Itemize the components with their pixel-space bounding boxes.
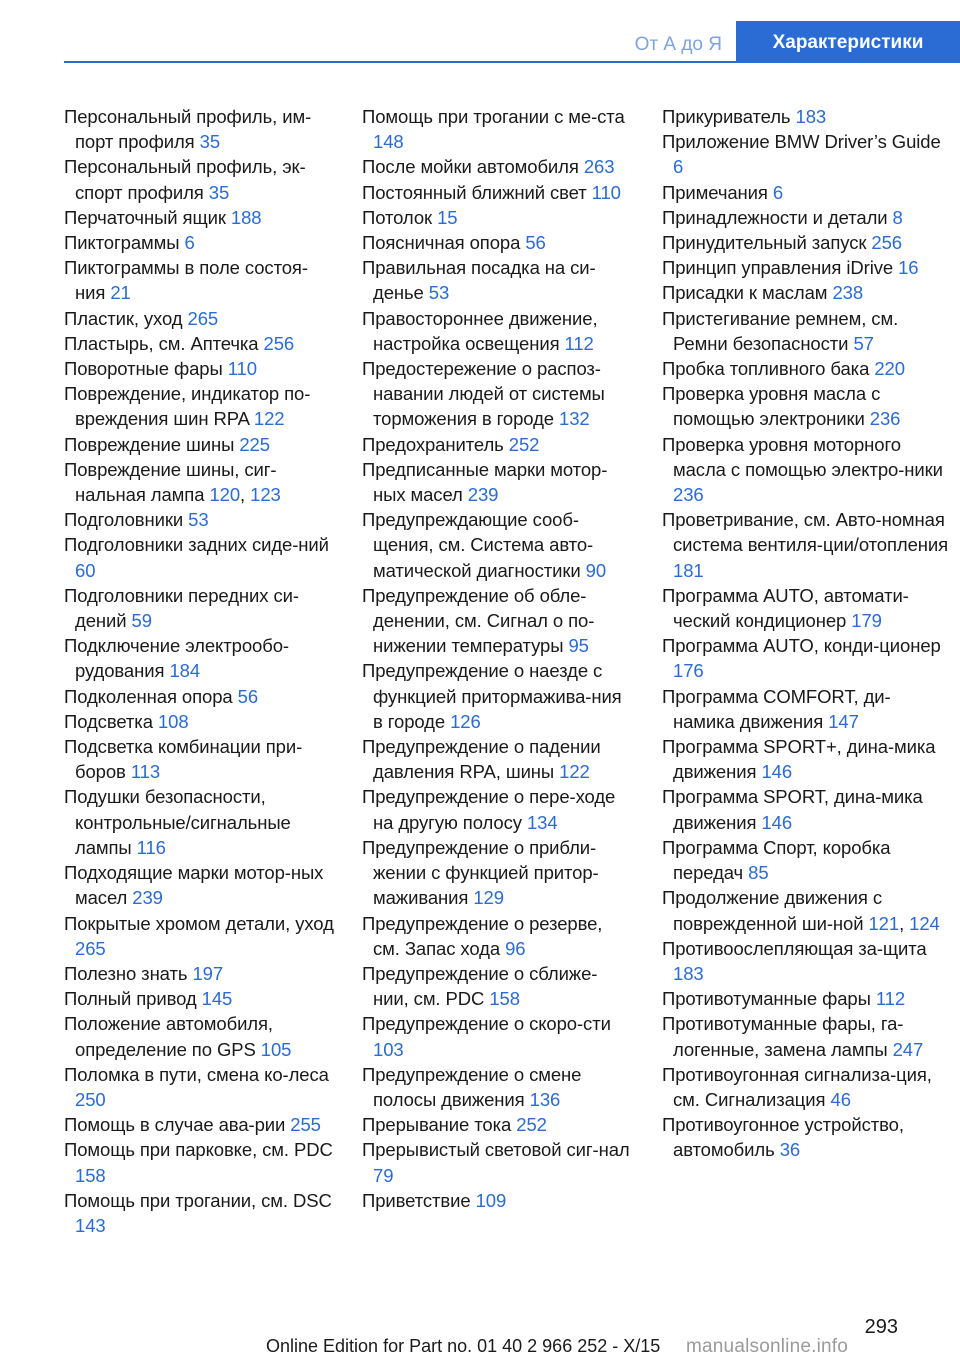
page-link[interactable]: 109 — [475, 1189, 507, 1211]
page-link[interactable]: 35 — [208, 181, 230, 203]
index-entry — [662, 129, 952, 179]
index-entry — [64, 1011, 334, 1061]
page-link[interactable]: 236 — [869, 408, 901, 430]
entry-term: Присадки к маслам — [662, 282, 828, 304]
page-link[interactable]: 56 — [237, 685, 259, 707]
index-entry — [64, 432, 334, 457]
page-link[interactable]: 6 — [772, 181, 784, 203]
index-entry — [362, 1112, 632, 1137]
index-entry — [662, 784, 952, 834]
index-entry — [64, 684, 334, 709]
entry-term: Прерывистый световой сиг-нал — [362, 1139, 630, 1161]
entry-term: Поясничная опора — [362, 232, 521, 254]
index-entry — [64, 104, 334, 154]
page-link[interactable]: 95 — [568, 635, 589, 657]
page-link[interactable]: 6 — [673, 156, 684, 178]
page-link[interactable]: 6 — [184, 232, 195, 254]
page-link[interactable]: 238 — [832, 282, 864, 304]
entry-term: Предупреждение о резерве, см. Запас хода — [362, 912, 603, 959]
page-link[interactable]: 184 — [169, 660, 201, 682]
index-entry — [662, 306, 952, 356]
index-entry — [64, 709, 334, 734]
page-link[interactable]: 265 — [75, 937, 106, 959]
entry-term: Примечания — [662, 181, 768, 203]
entry-term: Предупреждение о прибли-жении с функцией притор-маживания — [362, 836, 599, 909]
page-link[interactable]: 181 — [673, 559, 704, 581]
index-entry — [362, 734, 632, 784]
page-link[interactable]: 57 — [853, 332, 874, 354]
page-link[interactable]: 147 — [828, 710, 859, 732]
section-title-tab: Характеристики — [736, 21, 960, 62]
page-link[interactable]: 110 — [591, 181, 621, 203]
entry-term: Программа Спорт, коробка передач — [662, 836, 891, 884]
index-entry — [362, 1062, 632, 1112]
index-entry — [662, 734, 952, 784]
page-link[interactable]: 143 — [75, 1214, 106, 1236]
entry-term: Потолок — [362, 206, 433, 228]
page-link[interactable]: 112 — [875, 988, 906, 1010]
page-link[interactable]: 122 — [559, 761, 590, 783]
index-entry — [64, 154, 334, 204]
page-link[interactable]: 158 — [75, 1164, 106, 1186]
entry-term: Прерывание тока — [362, 1114, 512, 1136]
index-entry — [64, 532, 334, 582]
entry-term: Положение автомобиля, определение по GPS — [64, 1013, 273, 1060]
entry-term: Правостороннее движение, настройка освещения — [362, 307, 598, 354]
entry-term: Повреждение шины — [64, 433, 235, 455]
entry-term: Подголовники задних сиде-ний — [64, 534, 329, 556]
page-link[interactable]: 225 — [239, 433, 270, 455]
page-link[interactable]: 103 — [373, 1038, 404, 1060]
page-link[interactable]: 247 — [892, 1038, 924, 1060]
page-link[interactable]: 145 — [201, 988, 233, 1010]
page-link[interactable]: 121 — [868, 912, 900, 934]
page-link[interactable]: 252 — [516, 1114, 547, 1136]
page-link[interactable]: 124 — [909, 912, 940, 934]
index-entry — [362, 961, 632, 1011]
index-entry — [362, 507, 632, 583]
index-entry — [362, 432, 632, 457]
index-entry — [362, 306, 632, 356]
page-link[interactable]: 256 — [871, 232, 902, 254]
index-entry — [662, 205, 952, 230]
page-link[interactable]: 108 — [157, 710, 189, 732]
page-link[interactable]: 136 — [529, 1088, 561, 1110]
index-entry — [362, 457, 632, 507]
page-link[interactable]: 46 — [830, 1088, 851, 1110]
page-link[interactable]: 188 — [230, 206, 262, 228]
index-entry — [662, 432, 952, 508]
entry-term: Предупреждение о скоро-сти — [362, 1013, 611, 1035]
page-link[interactable]: 59 — [131, 610, 152, 632]
index-entry — [362, 1137, 632, 1187]
page-link[interactable]: 113 — [130, 761, 161, 783]
entry-term: Программа SPORT, дина-мика движения — [662, 786, 923, 833]
index-entry — [662, 633, 952, 683]
page-link[interactable]: 21 — [110, 282, 131, 304]
index-entry — [662, 104, 952, 129]
index-entry — [362, 784, 632, 834]
page-link[interactable]: 252 — [508, 433, 540, 455]
entry-term: Противоугонное устройство, автомобиль — [662, 1114, 904, 1161]
watermark: manualsonline.info — [686, 1336, 849, 1357]
entry-term: Проветривание, см. Авто-номная система вентиля-ции/отопления — [662, 509, 949, 556]
entry-term: Предостережение о распоз-навании людей от системы торможения в городе — [362, 358, 605, 430]
entry-term: Подсветка комбинации при-боров — [64, 736, 303, 783]
index-entry — [662, 356, 952, 381]
entry-term: Принудительный запуск — [662, 232, 867, 254]
index-entry — [662, 1112, 952, 1162]
page-link[interactable]: 16 — [898, 257, 919, 279]
index-column-2 — [362, 104, 632, 1213]
index-entry — [64, 633, 334, 683]
page-link[interactable]: 36 — [779, 1139, 801, 1161]
entry-term: Противоослепляющая за-щита — [662, 937, 927, 959]
page-link[interactable]: 8 — [892, 206, 903, 228]
entry-term: Помощь в случае ава-рии — [64, 1114, 286, 1136]
index-column-1 — [64, 104, 334, 1238]
entry-term: Подключение электрообо-рудования — [64, 635, 289, 682]
entry-term: Персональный профиль, им-порт профиля — [64, 106, 312, 153]
page-link[interactable]: 129 — [473, 887, 504, 909]
entry-term: Постоянный ближний свет — [362, 181, 587, 203]
page-link[interactable]: 112 — [564, 332, 594, 354]
page-link[interactable]: 105 — [260, 1038, 292, 1060]
page-link[interactable]: 239 — [467, 484, 499, 506]
entry-term: Продолжение движения с поврежденной ши-ной — [662, 887, 882, 934]
entry-term: Поломка в пути, смена ко-леса — [64, 1063, 329, 1085]
index-entry — [662, 180, 952, 205]
index-entry — [662, 255, 952, 280]
index-entry — [64, 1188, 334, 1238]
entry-term: Предупреждение об обле-денении, см. Сигнал о по-нижении температуры — [362, 584, 595, 657]
entry-term: Приложение BMW Driver’s Guide — [662, 131, 941, 153]
page-header — [0, 21, 960, 61]
index-entry — [64, 911, 334, 961]
page-link[interactable]: 158 — [489, 988, 520, 1010]
index-entry — [64, 1112, 334, 1137]
index-entry — [362, 180, 632, 205]
page-link[interactable]: 179 — [851, 610, 882, 632]
index-entry — [64, 306, 334, 331]
page-link[interactable]: 116 — [136, 836, 166, 858]
entry-term: Программа AUTO, конди-ционер — [662, 635, 941, 657]
entry-term: Покрытые хромом детали, уход — [64, 912, 334, 934]
entry-term: Противотуманные фары, га-логенные, замена лампы — [662, 1013, 904, 1060]
entry-term: Поворотные фары — [64, 358, 223, 380]
page-link[interactable]: 239 — [132, 887, 163, 909]
page-link[interactable]: 263 — [583, 156, 615, 178]
page-link[interactable]: 110 — [227, 358, 257, 380]
entry-term: Приветствие — [362, 1189, 471, 1211]
page-link[interactable]: 256 — [263, 332, 295, 354]
entry-term: Прикуриватель — [662, 106, 791, 127]
page-link[interactable]: 255 — [290, 1114, 321, 1136]
index-entry — [362, 835, 632, 911]
entry-term: Предохранитель — [362, 433, 504, 455]
page-link[interactable]: 35 — [199, 131, 221, 153]
index-entry: Продолжение движения с поврежденной ши-ной 121, 124 — [662, 887, 940, 934]
index-entry — [662, 230, 952, 255]
page-link[interactable]: 183 — [795, 106, 827, 127]
page-link[interactable]: 176 — [673, 660, 704, 682]
entry-term: Перчаточный ящик — [64, 206, 226, 228]
index-entry — [64, 784, 334, 860]
index-entry — [64, 255, 334, 305]
page-link[interactable]: 96 — [505, 937, 526, 959]
page-link[interactable]: 197 — [192, 962, 224, 984]
page-link[interactable]: 56 — [525, 232, 546, 254]
page-link[interactable]: 60 — [75, 559, 96, 581]
index-entry — [662, 280, 952, 305]
index-entry — [64, 986, 334, 1011]
index-entry: Повреждение шины, сиг-нальная лампа 120, 123 — [64, 458, 281, 506]
index-entry — [662, 986, 952, 1011]
entry-term: После мойки автомобиля — [362, 156, 579, 178]
index-entry — [362, 205, 632, 230]
entry-term: Противоугонная сигнализа-ция, см. Сигнализация — [662, 1063, 932, 1110]
entry-term: Подколенная опора — [64, 685, 233, 707]
entry-term: Полный привод — [64, 988, 197, 1010]
entry-term: Пластик, уход — [64, 307, 183, 329]
index-entry — [362, 356, 632, 432]
entry-term: Подушки безопасности, контрольные/сигнальные лампы — [64, 786, 291, 858]
index-entry — [662, 936, 952, 986]
entry-term: Подголовники — [64, 509, 184, 531]
index-entry — [64, 205, 334, 230]
index-entry — [64, 331, 334, 356]
index-entry — [64, 734, 334, 784]
entry-term: Пиктограммы в поле состоя-ния — [64, 257, 308, 304]
page-link[interactable]: 90 — [585, 559, 607, 581]
entry-term: Предписанные марки мотор-ных масел — [362, 458, 608, 506]
index-column-3 — [662, 104, 952, 1163]
entry-term: Предупреждение о сближе-нии, см. PDC — [362, 962, 598, 1010]
entry-term: Пластырь, см. Аптечка — [64, 332, 259, 354]
entry-term: Пробка топливного бака — [662, 358, 870, 380]
page-link[interactable]: 15 — [437, 206, 458, 228]
footer-edition: Online Edition for Part no. 01 40 2 966 252 - X/15 — [266, 1336, 661, 1356]
page-link[interactable]: 53 — [188, 509, 209, 531]
index-entry — [362, 104, 632, 154]
page-link[interactable]: 220 — [874, 358, 905, 380]
page-link[interactable]: 85 — [748, 862, 769, 884]
index-entry — [662, 1011, 952, 1061]
index-entry — [64, 230, 334, 255]
entry-term: Подсветка — [64, 710, 153, 732]
page-link[interactable]: 134 — [526, 811, 558, 833]
entry-term: Проверка уровня масла с помощью электроники — [662, 383, 881, 430]
entry-term: Принцип управления iDrive — [662, 257, 894, 279]
entry-term: Помощь при трогании с ме-ста — [362, 106, 625, 127]
entry-term: Повреждение шины, сиг-нальная лампа — [64, 458, 277, 506]
entry-term: Предупреждающие сооб-щения, см. Система авто-матической диагностики — [362, 509, 594, 581]
entry-term: Программа AUTO, автомати-ческий кондиционер — [662, 584, 909, 632]
page-link[interactable]: 146 — [761, 811, 793, 833]
index-entry — [362, 154, 632, 179]
index-entry — [662, 583, 952, 633]
index-entry — [64, 961, 334, 986]
entry-term: Предупреждение о падении давления RPA, шины — [362, 736, 601, 783]
page-link[interactable]: 123 — [250, 484, 281, 506]
index-entry — [662, 507, 952, 583]
index-entry — [662, 684, 952, 734]
entry-term: Подходящие марки мотор-ных масел — [64, 862, 324, 909]
index-entry — [362, 230, 632, 255]
index-entry — [64, 356, 334, 381]
section-az-label: От А до Я — [634, 34, 722, 55]
entry-term: Принадлежности и детали — [662, 206, 888, 228]
entry-term: Правильная посадка на си-денье — [362, 257, 596, 304]
index-entry — [64, 1062, 334, 1112]
entry-term: Пиктограммы — [64, 232, 180, 254]
entry-term: Противотуманные фары — [662, 988, 871, 1010]
page-link[interactable]: 126 — [450, 710, 481, 732]
page-number: 293 — [864, 1316, 898, 1338]
page-link[interactable]: 53 — [428, 282, 450, 304]
entry-term: Программа SPORT+, дина-мика движения — [662, 736, 936, 783]
index-entry — [64, 583, 334, 633]
page-link[interactable]: 265 — [187, 307, 219, 329]
index-entry — [64, 507, 334, 532]
entry-term: Персональный профиль, эк-спорт профиля — [64, 156, 306, 203]
index-entry — [662, 381, 952, 431]
page-link[interactable]: 132 — [559, 408, 590, 430]
entry-term: Полезно знать — [64, 962, 188, 984]
index-entry — [64, 860, 334, 910]
entry-term: Помощь при парковке, см. PDC — [64, 1139, 333, 1161]
page-link[interactable]: 148 — [373, 131, 404, 153]
index-entry — [362, 583, 632, 659]
entry-term: Программа COMFORT, ди-намика движения — [662, 685, 891, 732]
entry-term: Предупреждение о смене полосы движения — [362, 1063, 582, 1110]
entry-term: Повреждение, индикатор по-вреждения шин RPA — [64, 383, 311, 430]
page-link[interactable]: 250 — [75, 1088, 106, 1110]
page-link[interactable]: 122 — [253, 408, 285, 430]
index-entry — [362, 911, 632, 961]
page-link[interactable]: 183 — [673, 962, 704, 984]
index-entry — [362, 1011, 632, 1061]
header-rule — [64, 61, 960, 63]
index-entry — [64, 381, 334, 431]
index-entry — [662, 1062, 952, 1112]
page-link[interactable]: 120 — [209, 484, 241, 506]
index-entry — [362, 255, 632, 305]
index-entry — [362, 658, 632, 734]
page-link[interactable]: 79 — [373, 1164, 394, 1186]
index-entry — [64, 1137, 334, 1187]
page-link[interactable]: 146 — [761, 761, 793, 783]
entry-term: Подголовники передних си-дений — [64, 584, 299, 632]
entry-term: Предупреждение о наезде с функцией притормажива-ния в городе — [362, 660, 622, 732]
entry-term: Проверка уровня моторного масла с помощью электро-ники — [662, 433, 943, 480]
page-link[interactable]: 236 — [673, 484, 704, 506]
entry-term: Пристегивание ремнем, см. Ремни безопасности — [662, 307, 899, 354]
index-entry — [662, 835, 952, 885]
entry-term: Предупреждение о пере-ходе на другую полосу — [362, 786, 616, 833]
entry-term: Помощь при трогании, см. DSC — [64, 1189, 332, 1211]
index-entry — [362, 1188, 632, 1213]
